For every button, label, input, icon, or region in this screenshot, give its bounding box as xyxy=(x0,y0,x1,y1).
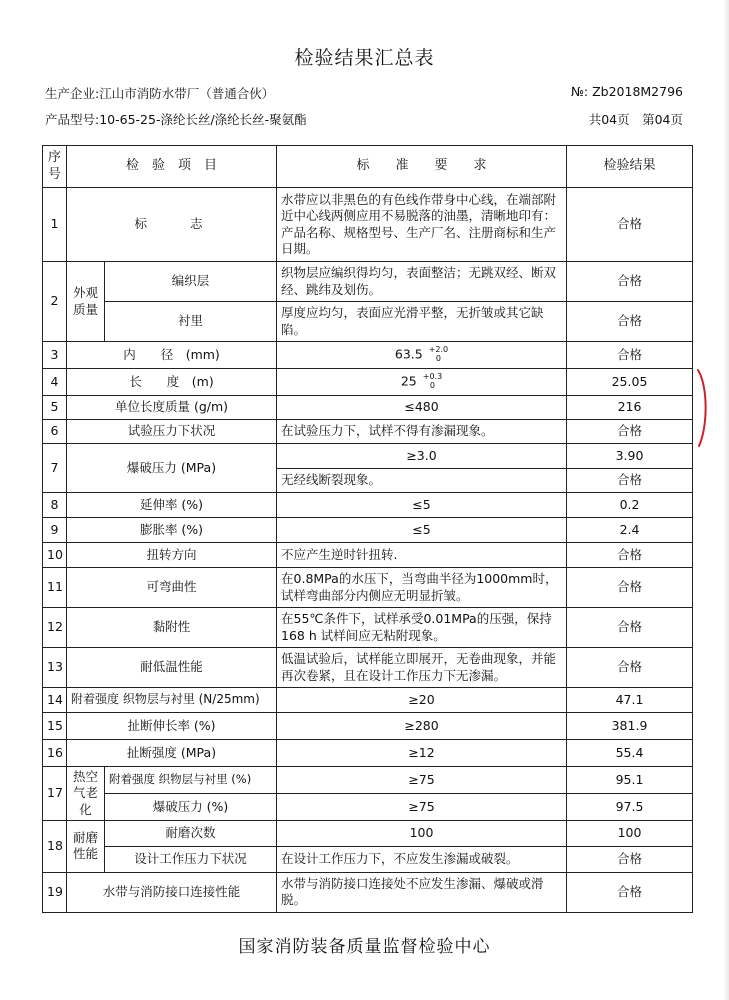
row-result: 100 xyxy=(567,820,693,846)
row-standard: 水带与消防接口连接处不应发生渗漏、爆破或滑脱。 xyxy=(277,872,567,912)
row-standard: 在0.8MPa的水压下，当弯曲半径为1000mm时，试样弯曲部分内侧应无明显折皱。 xyxy=(277,568,567,608)
row-item: 附着强度 织物层与衬里 (N/25mm) xyxy=(67,688,277,713)
table-row xyxy=(43,543,693,568)
tolerance-lower: 0 xyxy=(435,354,441,363)
row-item: 内 径 (mm) xyxy=(67,342,277,369)
row-standard: 不应产生逆时针扭转. xyxy=(277,543,567,568)
row-standard: 在55℃条件下，试样承受0.01MPa的压强，保持168 h 试样间应无粘附现象。 xyxy=(277,608,567,648)
table-row xyxy=(43,420,693,444)
table-row xyxy=(43,846,693,872)
table-row xyxy=(43,342,693,369)
row-no: 10 xyxy=(43,543,67,568)
row-result: 95.1 xyxy=(567,767,693,794)
header-standard: 标 准 要 求 xyxy=(277,146,567,188)
row-result: 合格 xyxy=(567,543,693,568)
row-standard: ≥20 xyxy=(277,688,567,713)
table-row xyxy=(43,302,693,342)
tolerance-upper: +2.0 xyxy=(428,345,449,355)
row-result: 合格 xyxy=(567,469,693,493)
row-no: 19 xyxy=(43,872,67,912)
table-row xyxy=(43,608,693,648)
row-item: 扯断伸长率 (%) xyxy=(67,713,277,740)
row-item: 膨胀率 (%) xyxy=(67,518,277,543)
header-no: 序号 xyxy=(43,146,67,188)
row-result: 合格 xyxy=(567,188,693,262)
row-standard: ≤480 xyxy=(277,396,567,420)
row-item: 扭转方向 xyxy=(67,543,277,568)
row-standard: 在设计工作压力下，不应发生渗漏或破裂。 xyxy=(277,846,567,872)
row-item: 扯断强度 (MPa) xyxy=(67,740,277,767)
row-item: 长 度 (m) xyxy=(67,369,277,396)
row-result: 55.4 xyxy=(567,740,693,767)
table-row xyxy=(43,872,693,912)
row-no: 15 xyxy=(43,713,67,740)
table-row xyxy=(43,820,693,846)
page-info: 共04页 第04页 xyxy=(588,112,683,127)
table-row xyxy=(43,648,693,688)
enterprise-label: 生产企业:江山市消防水带厂（普通合伙） xyxy=(45,86,275,101)
row-no: 3 xyxy=(43,342,67,369)
table-row xyxy=(43,518,693,543)
row-result: 合格 xyxy=(567,846,693,872)
row-item: 黏附性 xyxy=(67,608,277,648)
page-title: 检验结果汇总表 xyxy=(294,47,435,69)
row-standard: ≥3.0 xyxy=(277,444,567,469)
row-item: 设计工作压力下状况 xyxy=(105,846,277,872)
row-no: 18 xyxy=(43,820,67,872)
tolerance-upper: +0.3 xyxy=(422,372,443,382)
row-result: 47.1 xyxy=(567,688,693,713)
row-result: 合格 xyxy=(567,648,693,688)
row-result: 381.9 xyxy=(567,713,693,740)
row-item: 标 志 xyxy=(67,188,277,262)
row-item: 试验压力下状况 xyxy=(67,420,277,444)
row-result: 合格 xyxy=(567,608,693,648)
row-result: 合格 xyxy=(567,342,693,369)
table-row xyxy=(43,369,693,396)
row-no: 8 xyxy=(43,493,67,518)
scan-edge xyxy=(723,0,729,1000)
row-result: 合格 xyxy=(567,568,693,608)
row-item: 编织层 xyxy=(105,262,277,302)
standard-value: 63.5 xyxy=(394,346,423,362)
table-row xyxy=(43,396,693,420)
row-no: 16 xyxy=(43,740,67,767)
report-number: №: Zb2018M2796 xyxy=(570,84,683,99)
row-no: 7 xyxy=(43,444,67,493)
results-table xyxy=(42,145,693,913)
table-row xyxy=(43,793,693,820)
row-no: 14 xyxy=(43,688,67,713)
row-item: 附着强度 织物层与衬里 (%) xyxy=(105,767,277,794)
row-result: 216 xyxy=(567,396,693,420)
row-standard: 100 xyxy=(277,820,567,846)
tolerance-lower: 0 xyxy=(429,381,436,390)
row-result: 2.4 xyxy=(567,518,693,543)
row-item: 耐低温性能 xyxy=(67,648,277,688)
row-item: 水带与消防接口连接性能 xyxy=(67,872,277,912)
row-item: 衬里 xyxy=(105,302,277,342)
row-standard: ≥75 xyxy=(277,793,567,820)
row-item: 爆破压力 (%) xyxy=(105,793,277,820)
table-row xyxy=(43,444,693,469)
row-standard: ≥280 xyxy=(277,713,567,740)
row-item: 爆破压力 (MPa) xyxy=(67,444,277,493)
product-model-label: 产品型号:10-65-25-涤纶长丝/涤纶长丝-聚氨酯 xyxy=(45,112,307,127)
table-row xyxy=(43,568,693,608)
issuing-organization: 国家消防装备质量监督检验中心 xyxy=(238,937,491,957)
row-result: 合格 xyxy=(567,420,693,444)
table-row xyxy=(43,262,693,302)
row-group: 耐磨性能 xyxy=(67,820,105,872)
table-header-row xyxy=(43,146,693,188)
row-no: 5 xyxy=(43,396,67,420)
standard-value: 25 xyxy=(400,373,417,389)
row-item: 单位长度质量 (g/m) xyxy=(67,396,277,420)
row-result: 3.90 xyxy=(567,444,693,469)
row-group: 热空气老化 xyxy=(67,767,105,821)
row-standard: ≥12 xyxy=(277,740,567,767)
table-row xyxy=(43,713,693,740)
row-item: 耐磨次数 xyxy=(105,820,277,846)
row-result: 合格 xyxy=(567,302,693,342)
table-row xyxy=(43,767,693,794)
row-result: 合格 xyxy=(567,872,693,912)
row-result: 合格 xyxy=(567,262,693,302)
header-result: 检验结果 xyxy=(567,146,693,188)
row-no: 13 xyxy=(43,648,67,688)
row-result: 97.5 xyxy=(567,793,693,820)
row-no: 11 xyxy=(43,568,67,608)
row-standard xyxy=(277,369,567,396)
row-standard xyxy=(277,342,567,369)
row-standard: 织物层应编织得均匀，表面整洁；无跳双经、断双经、跳纬及划伤。 xyxy=(277,262,567,302)
row-item: 可弯曲性 xyxy=(67,568,277,608)
row-standard: ≤5 xyxy=(277,518,567,543)
tolerance xyxy=(423,373,442,391)
row-standard: 在试验压力下，试样不得有渗漏现象。 xyxy=(277,420,567,444)
row-no: 9 xyxy=(43,518,67,543)
tolerance xyxy=(429,346,448,364)
row-no: 12 xyxy=(43,608,67,648)
table-row xyxy=(43,188,693,262)
row-no: 4 xyxy=(43,369,67,396)
row-standard: 厚度应均匀，表面应光滑平整，无折皱或其它缺陷。 xyxy=(277,302,567,342)
row-standard: 水带应以非黑色的有色线作带身中心线，在端部附近中心线两侧应用不易脱落的油墨，清晰地印有：产品名称、规格型号、生产厂名、注册商标和生产日期。 xyxy=(277,188,567,262)
header-item: 检 验 项 目 xyxy=(67,146,277,188)
row-standard: ≥75 xyxy=(277,767,567,794)
row-item: 延伸率 (%) xyxy=(67,493,277,518)
row-standard: ≤5 xyxy=(277,493,567,518)
row-no: 2 xyxy=(43,262,67,342)
table-row xyxy=(43,688,693,713)
row-no: 1 xyxy=(43,188,67,262)
table-row xyxy=(43,493,693,518)
red-pen-mark xyxy=(694,368,710,448)
row-group: 外观质量 xyxy=(67,262,105,342)
table-row xyxy=(43,740,693,767)
row-result: 25.05 xyxy=(567,369,693,396)
row-no: 17 xyxy=(43,767,67,821)
row-result: 0.2 xyxy=(567,493,693,518)
row-standard: 无经线断裂现象。 xyxy=(277,469,567,493)
row-standard: 低温试验后，试样能立即展开，无卷曲现象，并能再次卷紧，且在设计工作压力下无渗漏。 xyxy=(277,648,567,688)
row-no: 6 xyxy=(43,420,67,444)
